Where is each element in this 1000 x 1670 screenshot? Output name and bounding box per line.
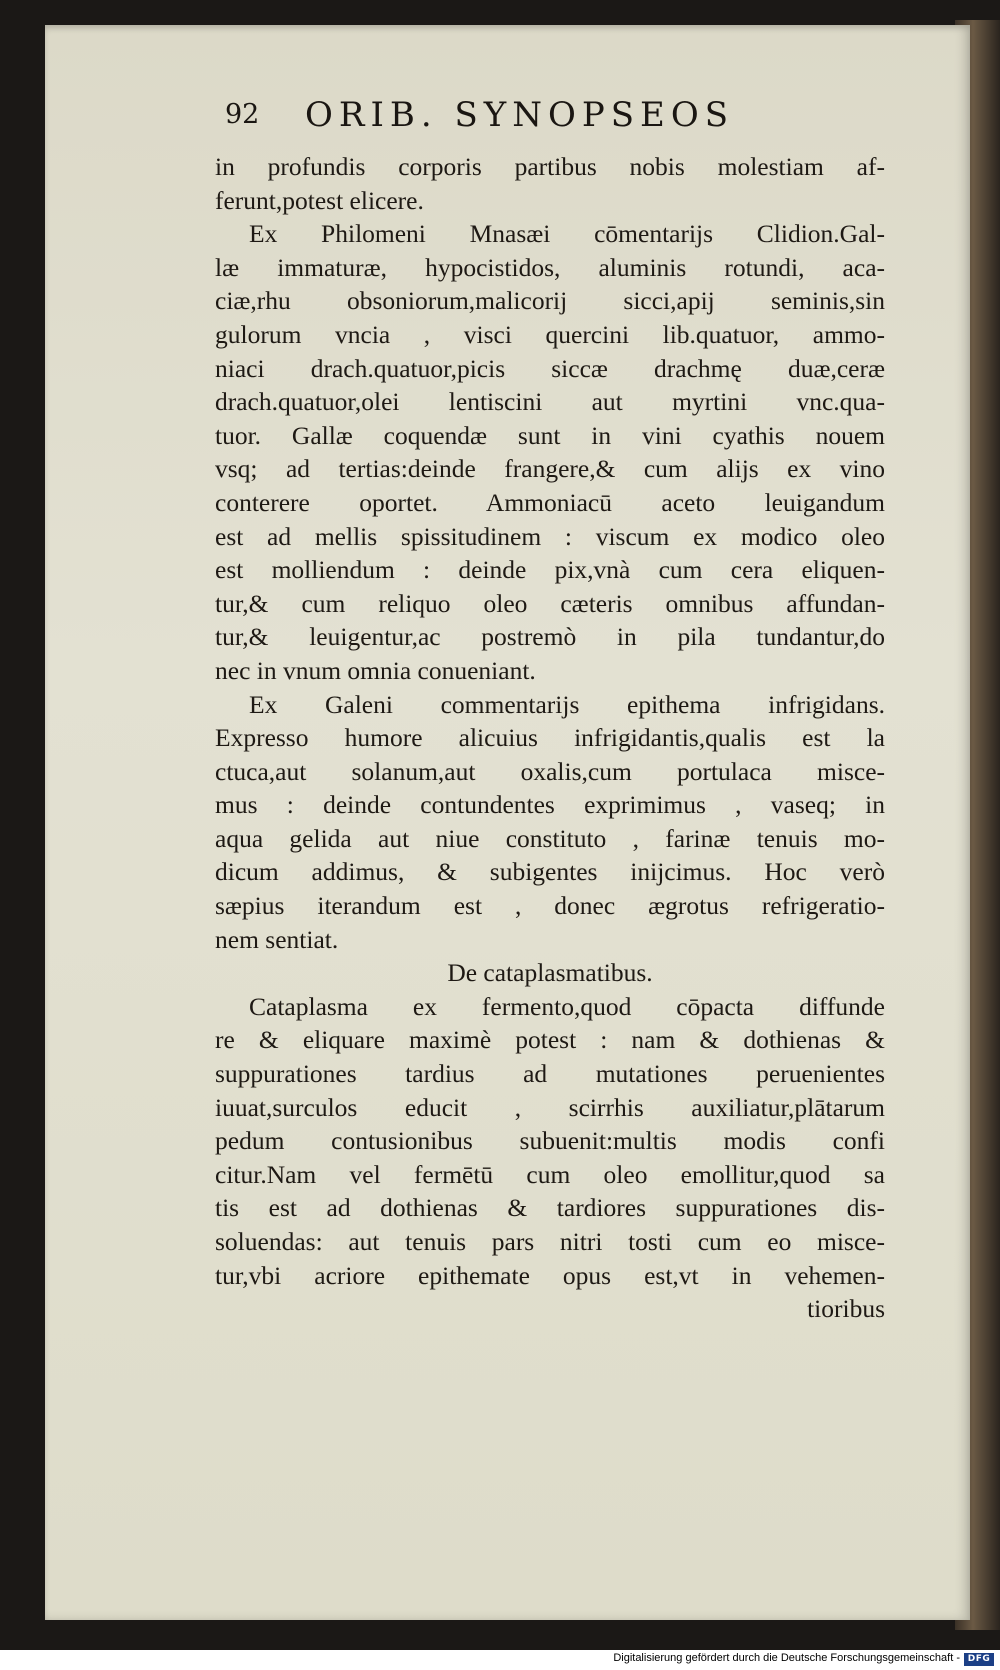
page-header (225, 95, 845, 141)
text-line: ferunt,potest elicere. (215, 185, 424, 215)
text-line: iuuat,surculos educit , scirrhis auxiliatur,plātarum (215, 1092, 885, 1122)
text-line: nec in vnum omnia conueniant. (215, 655, 536, 685)
text-line: suppurationes tardius ad mutationes peruenientes (215, 1059, 885, 1089)
body-text (215, 150, 885, 1326)
text-line: tis est ad dothienas & tardiores suppurationes dis- (215, 1193, 885, 1223)
text-line: est molliendum : deinde pix,vnà cum cera eliquen- (215, 555, 885, 585)
text-line: læ immaturæ, hypocistidos, aluminis rotundi, aca- (215, 252, 885, 282)
text-line: tur,vbi acriore epithemate opus est,vt in vehemen- (215, 1260, 885, 1290)
text-line: Ex Philomeni Mnasæi cōmentarijs Clidion.Gal- (249, 219, 885, 249)
text-line: tuor. Gallæ coquendæ sunt in vini cyathis nouem (215, 420, 885, 450)
page-number: 92 (225, 99, 260, 130)
dfg-logo: DFG (964, 1653, 994, 1666)
footer-credit: Digitalisierung gefördert durch die Deutsche Forschungsgemeinschaft - (613, 1652, 960, 1664)
text-line: dicum addimus, & subigentes inijcimus. Hoc verò (215, 857, 885, 887)
text-line: ciæ,rhu obsoniorum,malicorij sicci,apij seminis,sin (215, 286, 885, 316)
footer-bar (0, 1650, 1000, 1670)
text-line: tur,& leuigentur,ac postremò in pila tundantur,do (215, 622, 885, 652)
text-line: tioribus (807, 1294, 885, 1324)
text-line: vsq; ad tertias:deinde frangere,& cum alijs ex vino (215, 454, 885, 484)
text-line: Ex Galeni commentarijs epithema infrigidans. (249, 689, 885, 719)
text-line: niaci drach.quatuor,picis siccæ drachmę duæ,ceræ (215, 353, 885, 383)
text-line: mus : deinde contundentes exprimimus , vaseq; in (215, 790, 885, 820)
text-line: ctuca,aut solanum,aut oxalis,cum portulaca misce- (215, 756, 885, 786)
text-line: gulorum vncia , visci quercini lib.quatuor, ammo- (215, 319, 885, 349)
text-line: est ad mellis spissitudinem : viscum ex modico oleo (215, 521, 885, 551)
text-line: nem sentiat. (215, 924, 339, 954)
text-line: sæpius iterandum est , donec ægrotus refrigeratio- (215, 891, 885, 921)
text-line: pedum contusionibus subuenit:multis modis confi (215, 1126, 885, 1156)
text-line: De cataplasmatibus. (447, 958, 653, 988)
text-line: in profundis corporis partibus nobis molestiam af- (215, 152, 885, 181)
text-line: Expresso humore alicuius infrigidantis,qualis est la (215, 723, 885, 753)
text-line: citur.Nam vel fermētū cum oleo emollitur,quod sa (215, 1159, 885, 1189)
text-line: conterere oportet. Ammoniacū aceto leuigandum (215, 487, 885, 517)
text-line: tur,& cum reliquo oleo cæteris omnibus affundan- (215, 588, 885, 618)
text-line: soluendas: aut tenuis pars nitri tosti cum eo misce- (215, 1227, 885, 1256)
text-line: Cataplasma ex fermento,quod cōpacta diffunde (249, 991, 885, 1021)
text-line: drach.quatuor,olei lentiscini aut myrtini vnc.qua- (215, 387, 885, 417)
text-line: aqua gelida aut niue constituto , farinæ tenuis mo- (215, 823, 885, 853)
running-title: ORIB. SYNOPSEOS (305, 95, 735, 135)
text-line: re & eliquare maximè potest : nam & dothienas & (215, 1025, 885, 1055)
